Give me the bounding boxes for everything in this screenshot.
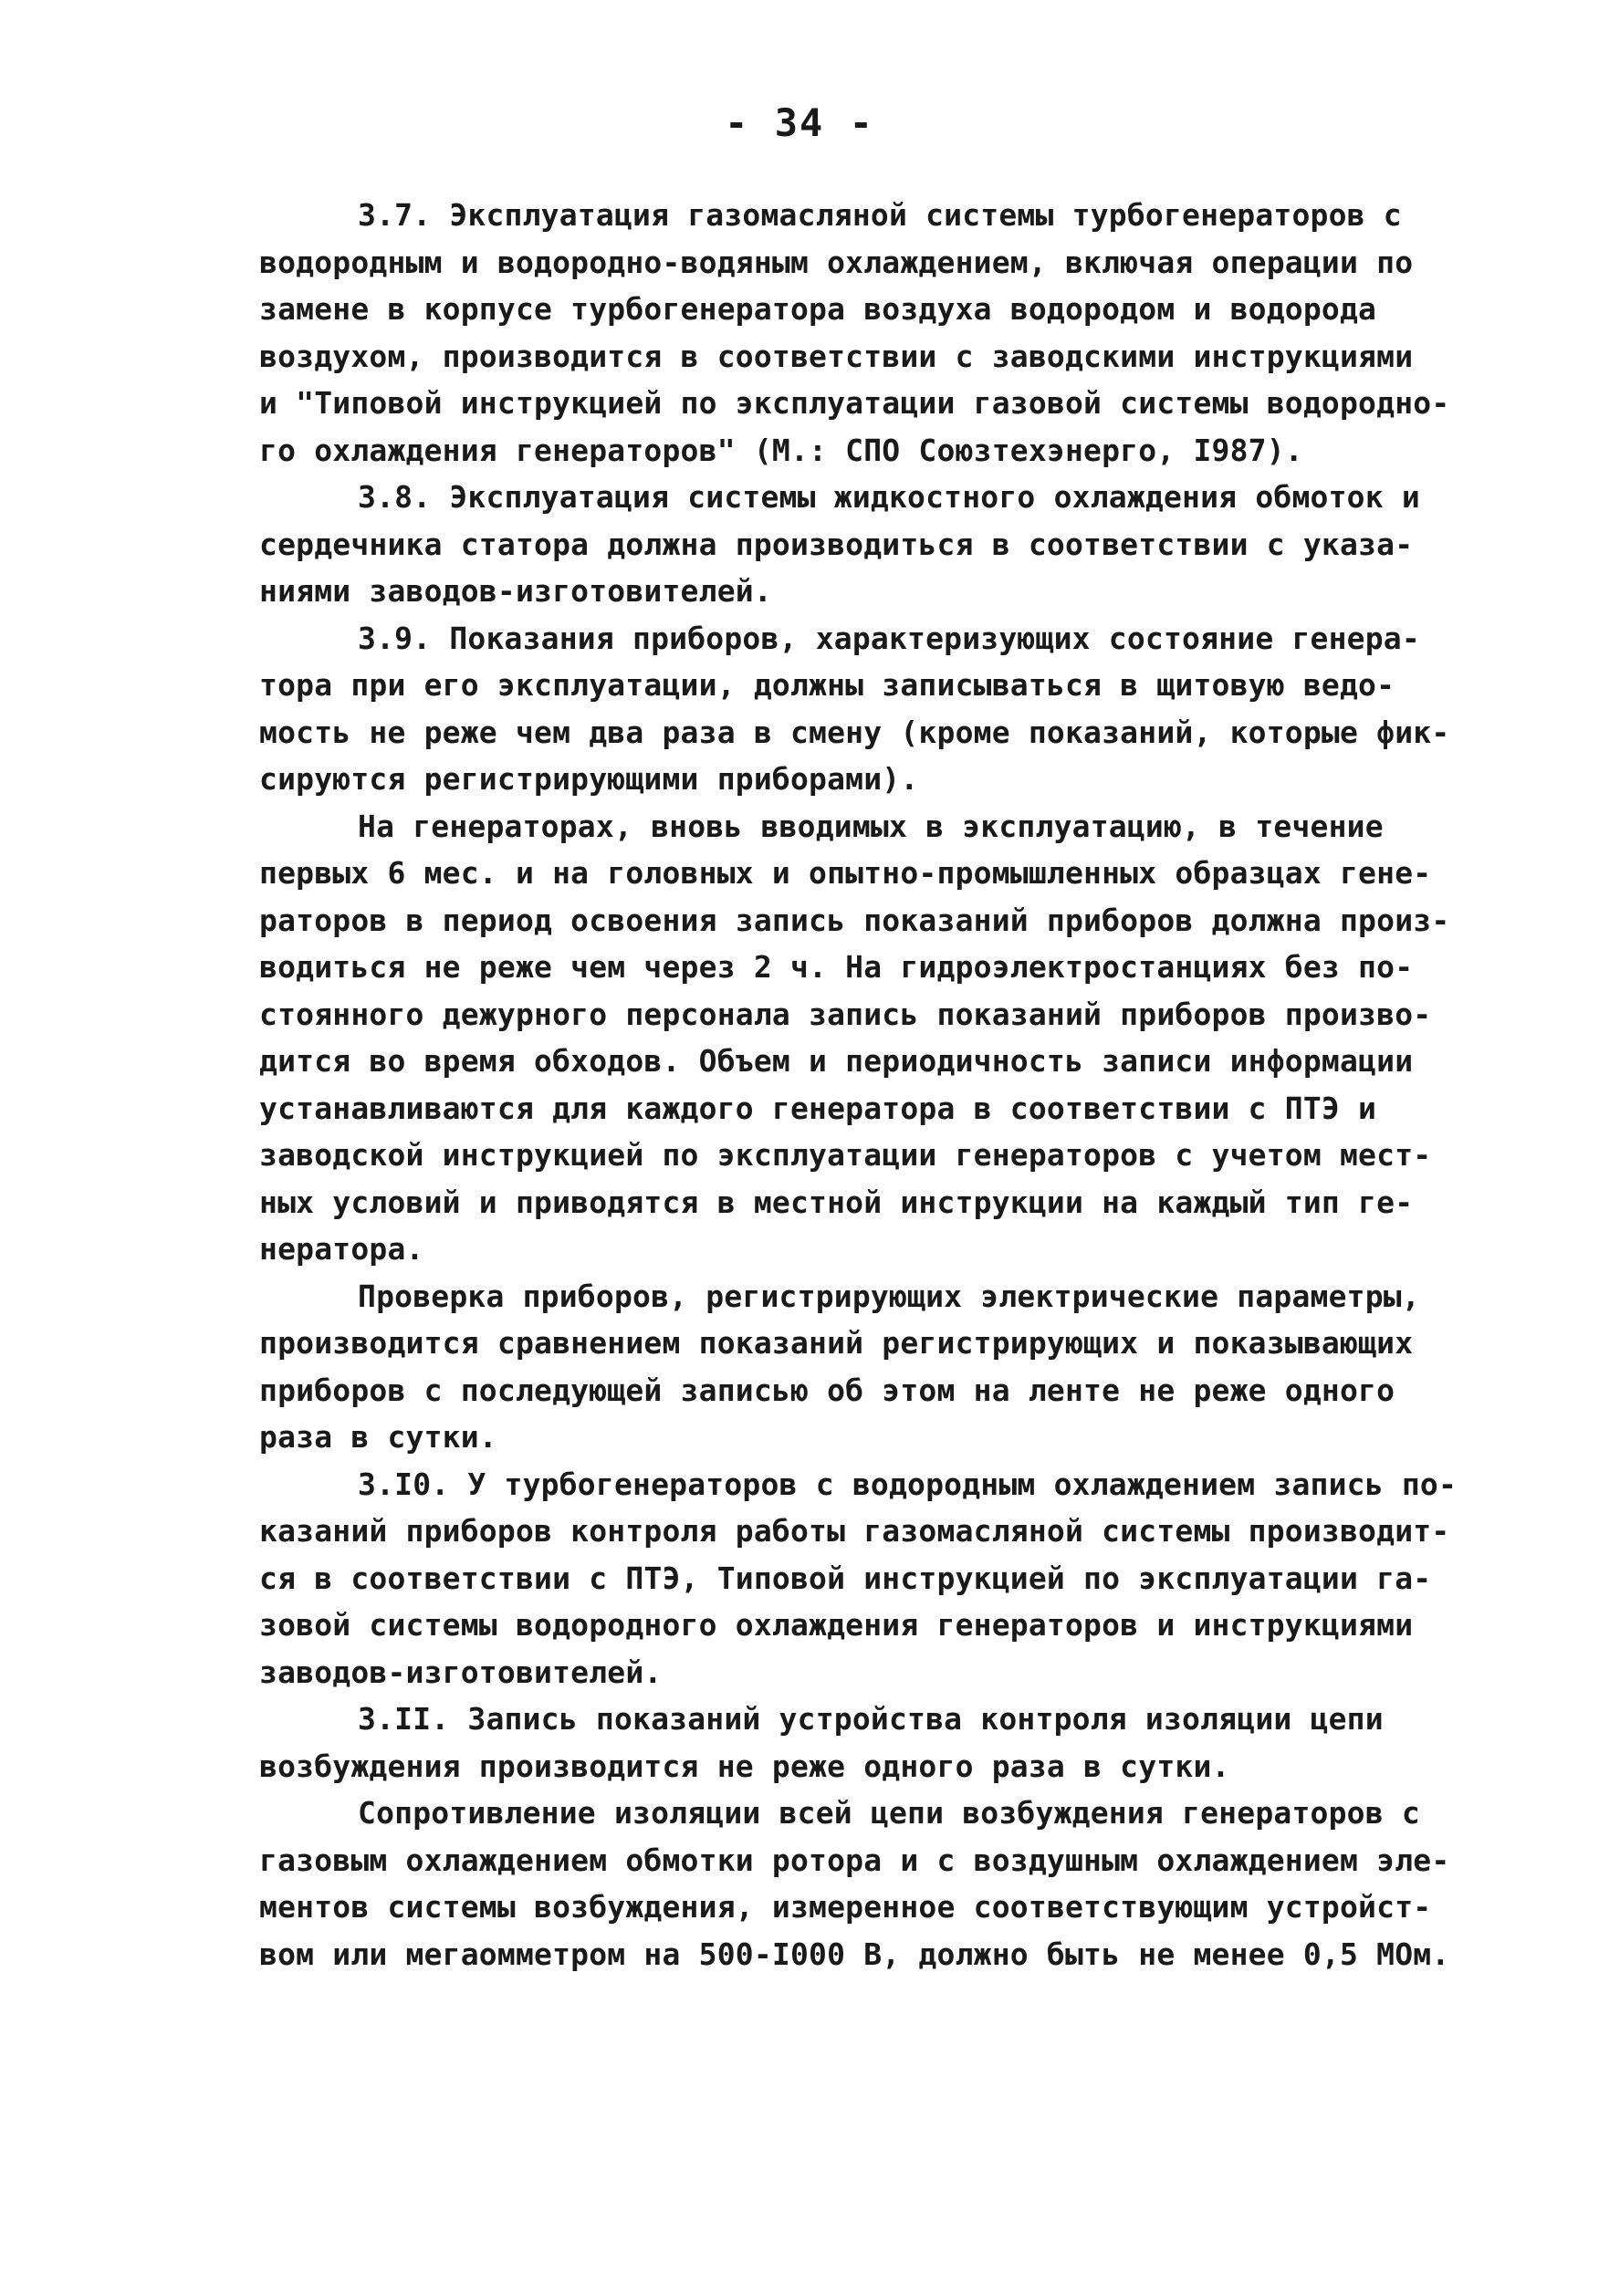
text-line: ментов системы возбуждения, измеренное соответствующим устройст- xyxy=(259,1889,1432,1925)
text-line: 3.9. Показания приборов, характеризующих состояние генера- xyxy=(358,620,1420,656)
text-line: водородным и водородно-водяным охлаждением, включая операции по xyxy=(259,244,1414,280)
text-line: 3.8. Эксплуатация системы жидкостного охлаждения обмоток и xyxy=(358,479,1420,515)
text-line: Сопротивление изоляции всей цепи возбуждения генераторов с xyxy=(358,1795,1420,1831)
text-line: заводской инструкцией по эксплуатации генераторов с учетом мест- xyxy=(259,1137,1432,1173)
text-line: ных условий и приводятся в местной инструкции на каждый тип ге- xyxy=(259,1184,1414,1220)
text-line: ся в соответствии с ПТЭ, Типовой инструкцией по эксплуатации га- xyxy=(259,1560,1432,1596)
text-line: сируются регистрирующими приборами). xyxy=(259,761,919,797)
page-number: - 34 - xyxy=(725,100,874,145)
text-line: казаний приборов контроля работы газомасляной системы производит- xyxy=(259,1513,1450,1549)
text-line: воздухом, производится в соответствии с заводскими инструкциями xyxy=(259,338,1414,374)
text-line: 3.7. Эксплуатация газомасляной системы турбогенераторов с xyxy=(358,197,1402,233)
text-line: сердечника статора должна производиться в соответствии с указа- xyxy=(259,526,1414,562)
text-line: ниями заводов-изготовителей. xyxy=(259,573,772,609)
text-line: На генераторах, вновь вводимых в эксплуатацию, в течение xyxy=(358,808,1384,844)
text-line: го охлаждения генераторов" (М.: СПО Союзтехэнерго, I987). xyxy=(259,432,1303,468)
text-line: заводов-изготовителей. xyxy=(259,1654,663,1690)
text-line: зовой системы водородного охлаждения генераторов и инструкциями xyxy=(259,1607,1414,1643)
text-line: возбуждения производится не реже одного раза в сутки. xyxy=(259,1748,1230,1784)
text-line: вом или мегаомметром на 500-I000 В, должно быть не менее 0,5 МОм. xyxy=(259,1936,1450,1972)
text-line: нератора. xyxy=(259,1231,424,1267)
text-line: дится во время обходов. Объем и периодичность записи информации xyxy=(259,1043,1414,1079)
text-line: раза в сутки. xyxy=(259,1419,497,1455)
text-line: 3.I0. У турбогенераторов с водородным охлаждением запись по- xyxy=(358,1466,1458,1502)
text-line: и "Типовой инструкцией по эксплуатации газовой системы водородно- xyxy=(259,385,1450,421)
text-line: 3.II. Запись показаний устройства контроля изоляции цепи xyxy=(358,1701,1384,1737)
text-line: раторов в период освоения запись показаний приборов должна произ- xyxy=(259,902,1450,938)
text-line: приборов с последующей записью об этом на ленте не реже одного xyxy=(259,1372,1395,1408)
text-line: производится сравнением показаний регистрирующих и показывающих xyxy=(259,1325,1414,1361)
text-line: Проверка приборов, регистрирующих электрические параметры, xyxy=(358,1278,1420,1314)
text-line: первых 6 мес. и на головных и опытно-промышленных образцах гене- xyxy=(259,855,1432,891)
text-line: мость не реже чем два раза в смену (кроме показаний, которые фик- xyxy=(259,714,1450,750)
document-body xyxy=(259,192,1519,1978)
text-line: водиться не реже чем через 2 ч. На гидроэлектростанциях без по- xyxy=(259,949,1414,985)
text-line: газовым охлаждением обмотки ротора и с воздушным охлаждением эле- xyxy=(259,1842,1450,1878)
text-line: замене в корпусе турбогенератора воздуха водородом и водорода xyxy=(259,291,1377,327)
text-line: стоянного дежурного персонала запись показаний приборов произво- xyxy=(259,996,1432,1032)
text-line: тора при его эксплуатации, должны записываться в щитовую ведо- xyxy=(259,667,1395,703)
text-line: устанавливаются для каждого генератора в соответствии с ПТЭ и xyxy=(259,1090,1377,1126)
